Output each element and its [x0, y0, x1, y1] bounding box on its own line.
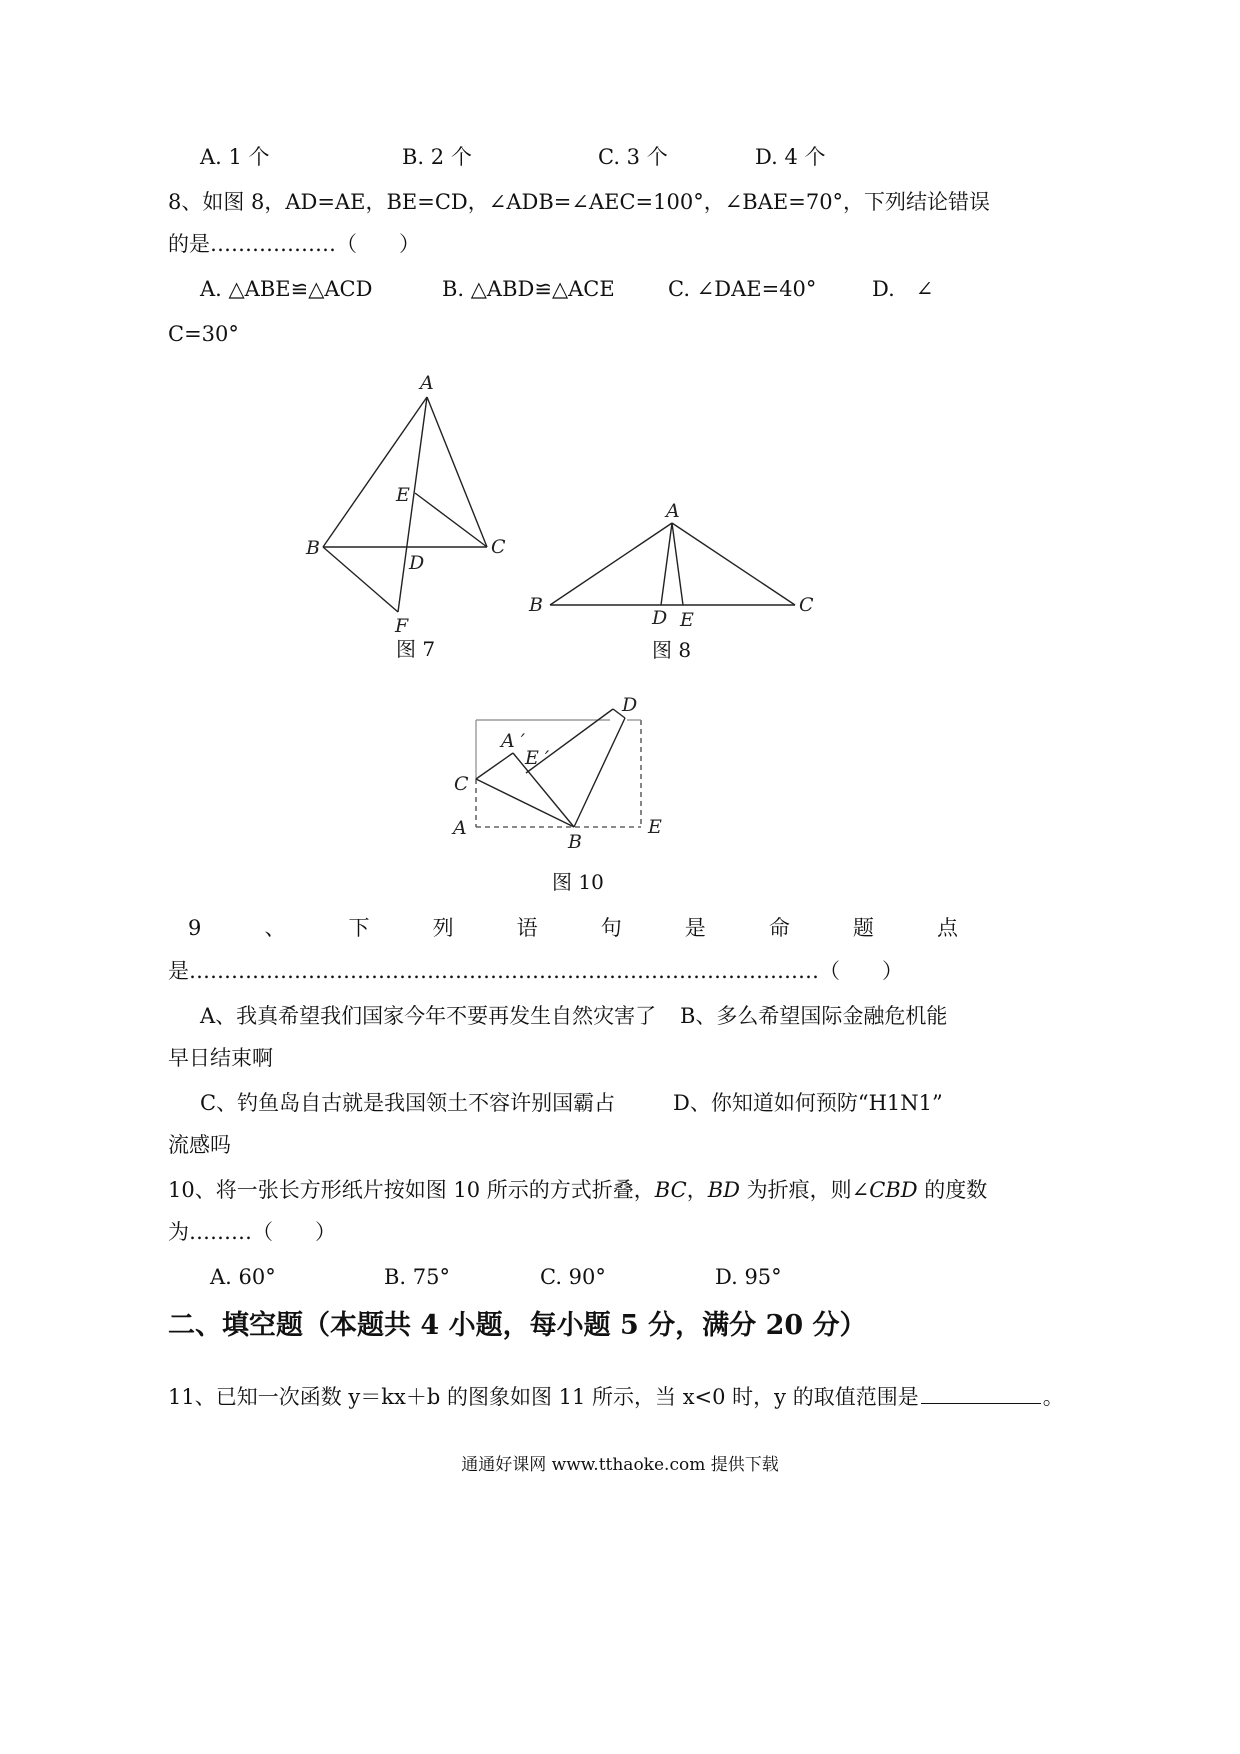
- q10-option-c: C. 90°: [540, 1265, 606, 1289]
- q10-var-bd: BD: [707, 1178, 740, 1202]
- q10-text-part: 为折痕，则∠: [739, 1178, 870, 1202]
- q9-option-d-continued: 流感吗: [168, 1133, 231, 1157]
- fig10-label-a-prime: A ′: [501, 730, 526, 752]
- q9-option-b-continued: 早日结束啊: [168, 1046, 273, 1070]
- q7-option-c: C. 3 个: [598, 145, 668, 169]
- fig7-edge-bf: [323, 547, 398, 612]
- q7-option-d: D. 4 个: [755, 145, 826, 169]
- q9-option-a: A、我真希望我们国家今年不要再发生自然灾害了: [200, 1004, 657, 1028]
- q10-var-cbd: CBD: [869, 1178, 918, 1202]
- q11-answer-blank: [921, 1383, 1041, 1404]
- fig7-label-b: B: [306, 537, 320, 559]
- q10-option-b: B. 75°: [384, 1265, 451, 1289]
- q9-char: 句: [600, 916, 622, 940]
- q9-option-b: B、多么希望国际金融危机能: [680, 1004, 948, 1028]
- fig10-label-a: A: [453, 817, 467, 839]
- fig8-label-e: E: [680, 609, 694, 631]
- q7-option-b: B. 2 个: [402, 145, 472, 169]
- figure-10: [445, 690, 675, 855]
- fig7-label-e: E: [396, 484, 410, 506]
- q7-option-a: A. 1 个: [200, 145, 270, 169]
- q9-char: 点: [936, 916, 958, 940]
- fig8-edge-ac: [672, 523, 795, 605]
- q9-char: 是: [684, 916, 706, 940]
- figure-10-drawing: [445, 690, 675, 855]
- fig10-label-e: E: [648, 816, 662, 838]
- q10-option-d: D. 95°: [715, 1265, 782, 1289]
- q10-text-part: 的度数: [917, 1178, 988, 1202]
- q8-option-c: C. ∠DAE=40°: [668, 277, 817, 301]
- fig8-label-b: B: [529, 594, 543, 616]
- fig10-fold-bc: [476, 779, 574, 827]
- q9-char: 下: [348, 916, 370, 940]
- figure-7-drawing: [290, 360, 530, 640]
- q11-text: 11、已知一次函数 y＝kx＋b 的图象如图 11 所示，当 x<0 时，y 的取值范围是: [168, 1385, 919, 1409]
- q9-char: 语: [516, 916, 538, 940]
- q9-option-c: C、钓鱼岛自古就是我国领土不容许别国霸占: [200, 1091, 616, 1115]
- q10-text-part: 10、将一张长方形纸片按如图 10 所示的方式折叠，: [168, 1178, 655, 1202]
- q10-text-sep: ，: [686, 1178, 708, 1202]
- q9-char: 题: [852, 916, 874, 940]
- fig10-label-c: C: [454, 773, 469, 795]
- figure-7: [290, 360, 530, 640]
- fig8-label-d: D: [652, 607, 668, 629]
- fig8-edge-ab: [550, 523, 672, 605]
- fig10-label-e-prime: E ′: [525, 747, 550, 769]
- fig7-label-a: A: [420, 372, 434, 394]
- fig10-label-b: B: [568, 831, 582, 853]
- q8-option-d-continued: C=30°: [168, 322, 239, 346]
- figure-8-drawing: [520, 495, 830, 635]
- fig10-fold-bd: [574, 718, 625, 827]
- fig7-label-c: C: [491, 536, 506, 558]
- fig7-edge-ab: [323, 397, 427, 547]
- q9-option-d: D、你知道如何预防“H1N1”: [673, 1091, 943, 1115]
- figure-10-caption: 图 10: [552, 870, 604, 894]
- figure-8: [520, 495, 830, 635]
- q9-char: 命: [768, 916, 790, 940]
- fig7-label-f: F: [395, 615, 409, 637]
- q9-char: 9: [188, 916, 202, 940]
- section-2-title: 二、填空题（本题共 4 小题，每小题 5 分，满分 20 分）: [168, 1310, 867, 1341]
- fig10-edge-ca1: [476, 753, 513, 779]
- q8-option-d: D. ∠: [872, 277, 934, 301]
- fig7-label-d: D: [409, 552, 425, 574]
- fig8-edge-ad: [661, 523, 672, 605]
- q9-question-line1: [188, 914, 958, 942]
- q8-option-a: A. △ABE≌△ACD: [200, 277, 373, 301]
- q10-question-line2: 为………（ ）: [168, 1220, 336, 1244]
- q11-question: [168, 1383, 1064, 1411]
- q8-question-line2: 的是………………（ ）: [168, 232, 420, 256]
- q8-question-line1: 8、如图 8，AD=AE，BE=CD，∠ADB=∠AEC=100°，∠BAE=70°，下列结论错误: [168, 190, 991, 214]
- q10-question-line1: [168, 1176, 987, 1204]
- fig10-label-d: D: [622, 694, 638, 716]
- fig8-label-c: C: [799, 594, 814, 616]
- fig8-label-a: A: [666, 500, 680, 522]
- q10-option-a: A. 60°: [210, 1265, 276, 1289]
- q8-option-b: B. △ABD≌△ACE: [442, 277, 615, 301]
- figure-7-caption: 图 7: [396, 637, 436, 661]
- q9-question-line2: 是………………………………………………………………………………（ ）: [168, 959, 903, 983]
- q9-char: 、: [264, 916, 286, 940]
- fig8-edge-ae: [672, 523, 683, 605]
- page-footer: 通通好课网 www.tthaoke.com 提供下载: [461, 1455, 779, 1475]
- q9-char: 列: [432, 916, 454, 940]
- figure-8-caption: 图 8: [652, 638, 692, 662]
- q10-var-bc: BC: [654, 1178, 687, 1202]
- q11-text-end: 。: [1042, 1385, 1064, 1409]
